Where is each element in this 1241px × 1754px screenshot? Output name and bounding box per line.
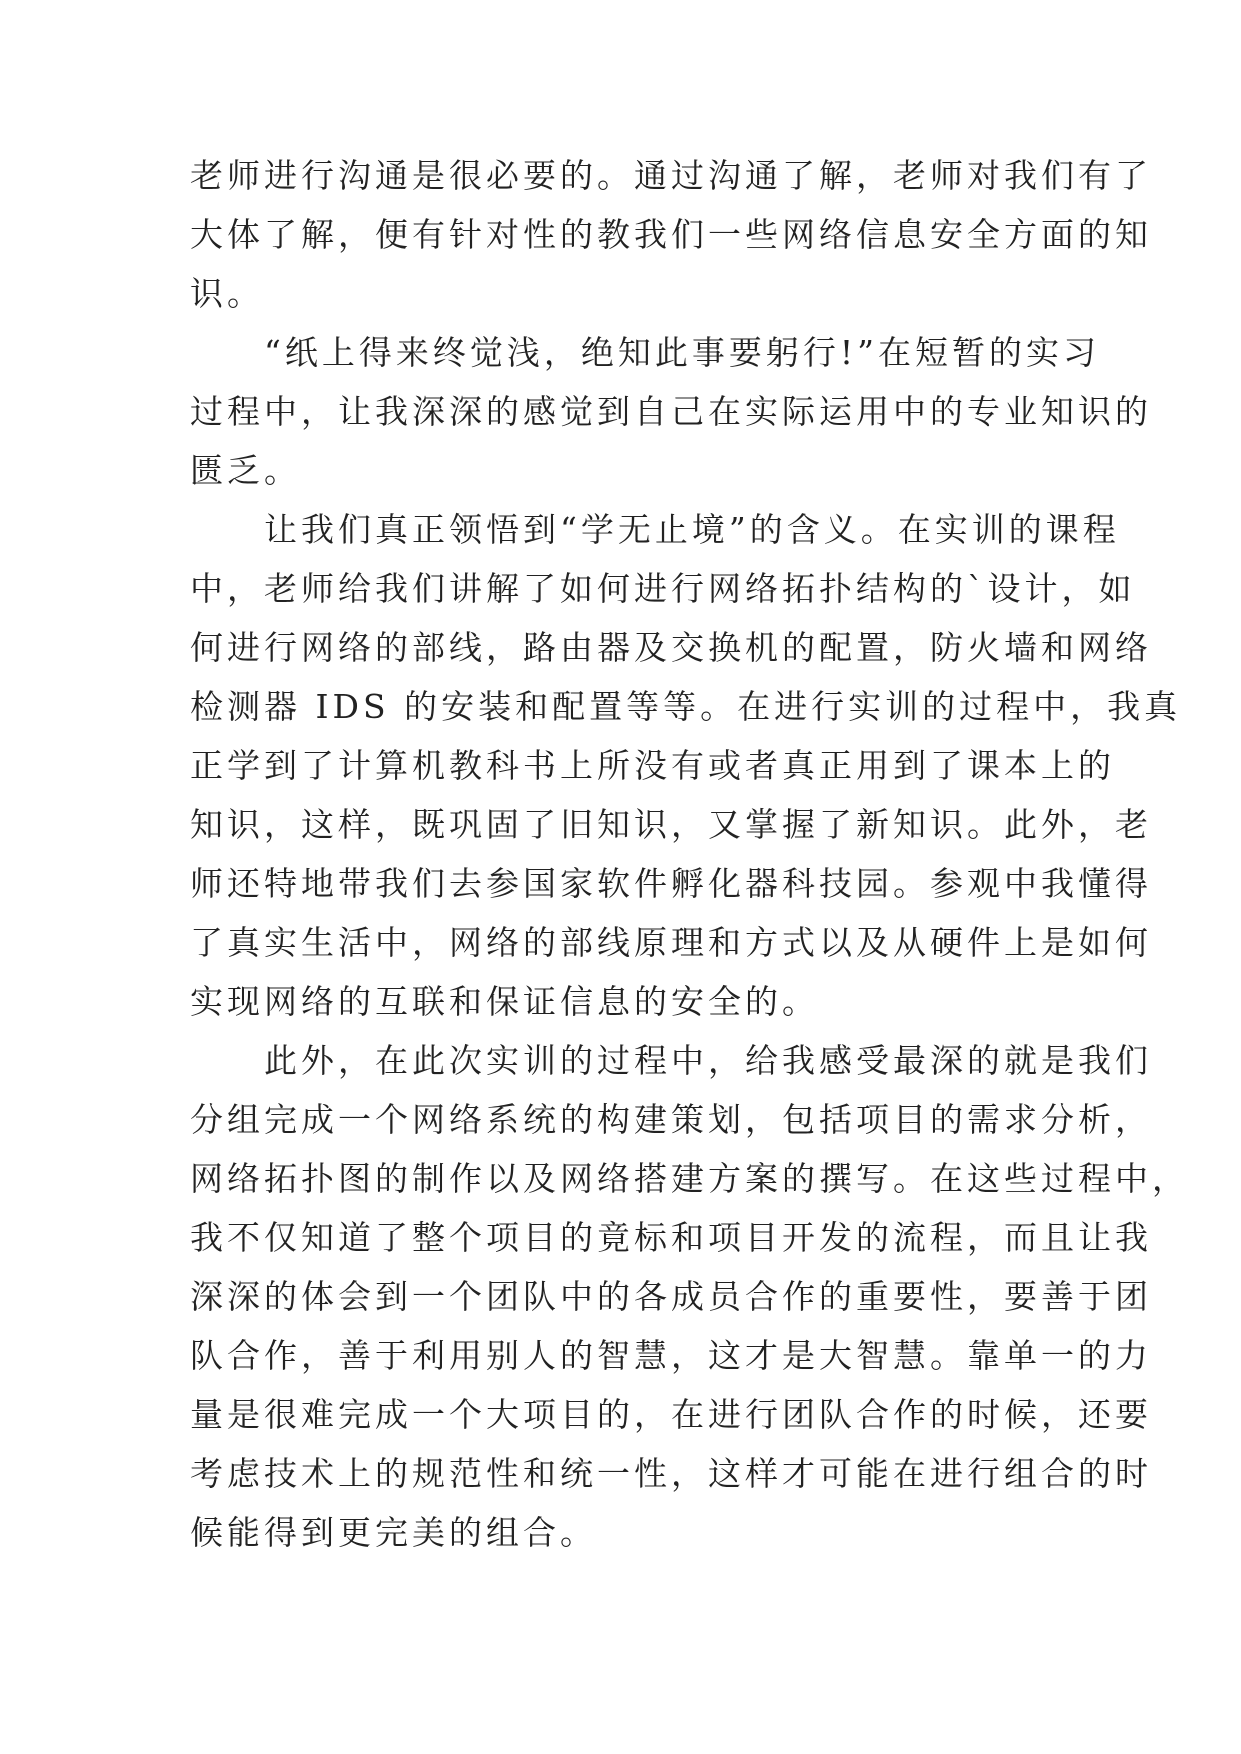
text-line: 网络拓扑图的制作以及网络搭建方案的撰写。在这些过程中，	[190, 1159, 1189, 1198]
text-line: 队合作，善于利用别人的智慧，这才是大智慧。靠单一的力	[190, 1336, 1152, 1375]
text-line: 我不仅知道了整个项目的竟标和项目开发的流程，而且让我	[190, 1218, 1152, 1257]
text-line: 了真实生活中，网络的部线原理和方式以及从硬件上是如何	[190, 923, 1152, 962]
text-line: 检测器 IDS 的安装和配置等等。在进行实训的过程中，我真	[190, 687, 1182, 726]
text-line: 分组完成一个网络系统的构建策划，包括项目的需求分析，	[190, 1100, 1152, 1139]
text-line: 师还特地带我们去参国家软件孵化器科技园。参观中我懂得	[190, 864, 1152, 903]
text-line: 此外，在此次实训的过程中，给我感受最深的就是我们	[190, 1041, 1152, 1080]
text-line: 正学到了计算机教科书上所没有或者真正用到了课本上的	[190, 746, 1115, 785]
text-line: 过程中，让我深深的感觉到自己在实际运用中的专业知识的	[190, 392, 1152, 431]
text-line: 老师进行沟通是很必要的。通过沟通了解，老师对我们有了	[190, 156, 1152, 195]
paragraph-2	[190, 323, 1152, 500]
text-line: 深深的体会到一个团队中的各成员合作的重要性，要善于团	[190, 1277, 1152, 1316]
text-line: 大体了解，便有针对性的教我们一些网络信息安全方面的知	[190, 215, 1152, 254]
text-line: 匮乏。	[190, 451, 301, 490]
text-line: 知识，这样，既巩固了旧知识，又掌握了新知识。此外，老	[190, 805, 1152, 844]
text-line: 量是很难完成一个大项目的，在进行团队合作的时候，还要	[190, 1395, 1152, 1434]
text-line: “纸上得来终觉浅，绝知此事要躬行!”在短暂的实习	[190, 333, 1101, 372]
text-line: 考虑技术上的规范性和统一性，这样才可能在进行组合的时	[190, 1454, 1152, 1493]
text-line: 中，老师给我们讲解了如何进行网络拓扑结构的`设计，如	[190, 569, 1136, 608]
text-line: 候能得到更完美的组合。	[190, 1513, 597, 1552]
paragraph-1	[190, 146, 1152, 323]
paragraph-4	[190, 1031, 1189, 1562]
text-line: 识。	[190, 274, 264, 313]
document-body	[190, 146, 1189, 1562]
text-line: 实现网络的互联和保证信息的安全的。	[190, 982, 819, 1021]
text-line: 让我们真正领悟到“学无止境”的含义。在实训的课程	[190, 510, 1120, 549]
text-line: 何进行网络的部线，路由器及交换机的配置，防火墙和网络	[190, 628, 1152, 667]
paragraph-3	[190, 500, 1182, 1031]
